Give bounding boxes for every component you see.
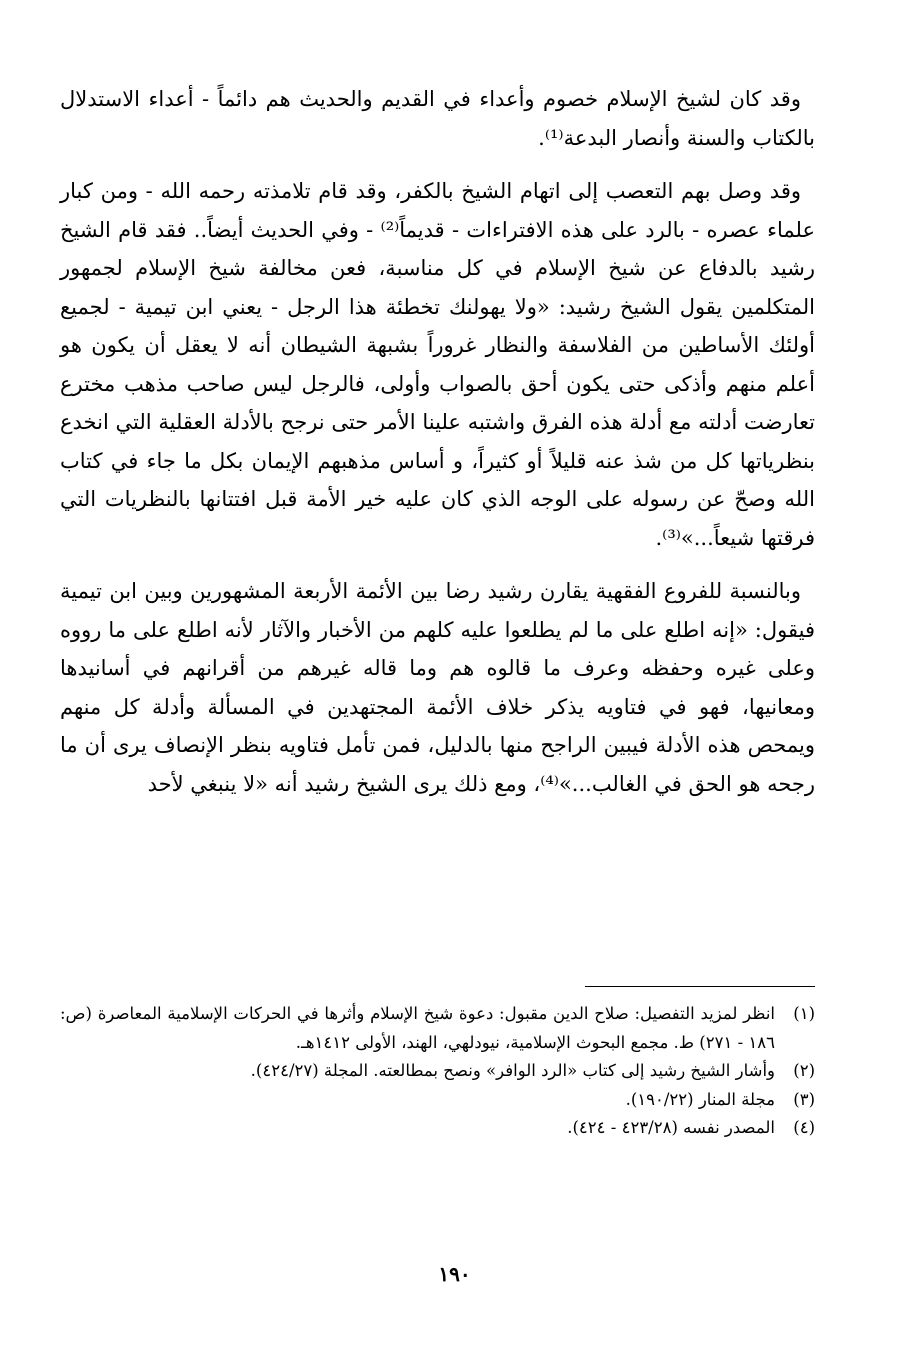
footnote-1 — [60, 1000, 815, 1057]
footnote-2 — [60, 1057, 815, 1086]
footnote-text: وأشار الشيخ رشيد إلى كتاب «الرد الوافر» ونصح بمطالعته. المجلة (٤٢٤/٢٧). — [250, 1061, 775, 1080]
footnote-number: (١) — [793, 1004, 815, 1023]
footnote-separator — [585, 986, 815, 987]
footnote-number: (٣) — [793, 1089, 815, 1109]
footnote-4 — [60, 1114, 815, 1143]
footnote-text: المصدر نفسه (٤٢٣/٢٨ - ٤٢٤). — [567, 1118, 775, 1137]
footnote-text: مجلة المنار (١٩٠/٢٢). — [625, 1089, 775, 1109]
page-number: ١٩٠ — [438, 1262, 471, 1286]
paragraph-3: وبالنسبة للفروع الفقهية يقارن رشيد رضا بين الأئمة الأربعة المشهورين وبين ابن تيمية فيقول: «إنه اطلع على ما لم يطلعوا عليه كلهم من الأخبار والآثار لأنه اطلع على ما رووه وعلى غيره وحفظه وعرف ما قالوه هم وما قاله غيرهم من أقرانهم في أسانيدها ومعانيها، فهو في فتاويه يذكر خلاف الأئمة المجتهدين في المسألة وأدلة كل منهم ويمحص هذه الأدلة فيبين الراجح منها بالدليل، فمن تأمل فتاويه بنظر الإنصاف يرى أن ما رجحه هو الحق في الغالب...»⁽⁴⁾، ومع ذلك يرى الشيخ رشيد أنه «لا ينبغي لأحد — [60, 579, 815, 796]
footnote-number: (٢) — [793, 1061, 815, 1080]
footnote-text: انظر لمزيد التفصيل: صلاح الدين مقبول: دعوة شيخ الإسلام وأثرها في الحركات الإسلامية المعاصرة (ص: ١٨٦ - ٢٧١) ط. مجمع البحوث الإسلامية، نيودلهي، الهند، الأولى ١٤١٢هـ. — [60, 1004, 775, 1052]
footnote-3 — [60, 1086, 815, 1115]
paragraph-1: وقد كان لشيخ الإسلام خصوم وأعداء في القديم والحديث هم دائماً - أعداء الاستدلال بالكتاب والسنة وأنصار البدعة⁽¹⁾. — [60, 87, 815, 150]
paragraph-2: وقد وصل بهم التعصب إلى اتهام الشيخ بالكفر، وقد قام تلامذته رحمه الله - ومن كبار علماء عصره - بالرد على هذه الافتراءات - قديماً⁽²⁾ - وفي الحديث أيضاً.. فقد قام الشيخ رشيد بالدفاع عن شيخ الإسلام في كل مناسبة، فعن مخالفة شيخ الإسلام لجمهور المتكلمين يقول الشيخ رشيد: «ولا يهولنك تخطئة هذا الرجل - يعني ابن تيمية - لجميع أولئك الأساطين من الفلاسفة والنظار غروراً بشبهة الشيطان أنه لا يعقل أن يكون هو أعلم منهم وأذكى حتى يكون أحق بالصواب وأولى، فالرجل ليس صاحب مذهب مخترع تعارضت أدلته مع أدلة هذه الفرق واشتبه علينا الأمر حتى نرجح بالأدلة العقلية التي انخدع بنظرياتها كل من شذ عنه قليلاً أو كثيراً، و أساس مذهبهم الإيمان بكل ما جاء في كتاب الله وصحّ عن رسوله على الوجه الذي كان عليه خير الأمة قبل افتتانها بالنظريات التي فرقتها شيعاً...»⁽³⁾. — [60, 179, 815, 550]
footnotes — [60, 1000, 815, 1143]
footnote-number: (٤) — [793, 1118, 815, 1137]
main-text — [60, 80, 815, 803]
